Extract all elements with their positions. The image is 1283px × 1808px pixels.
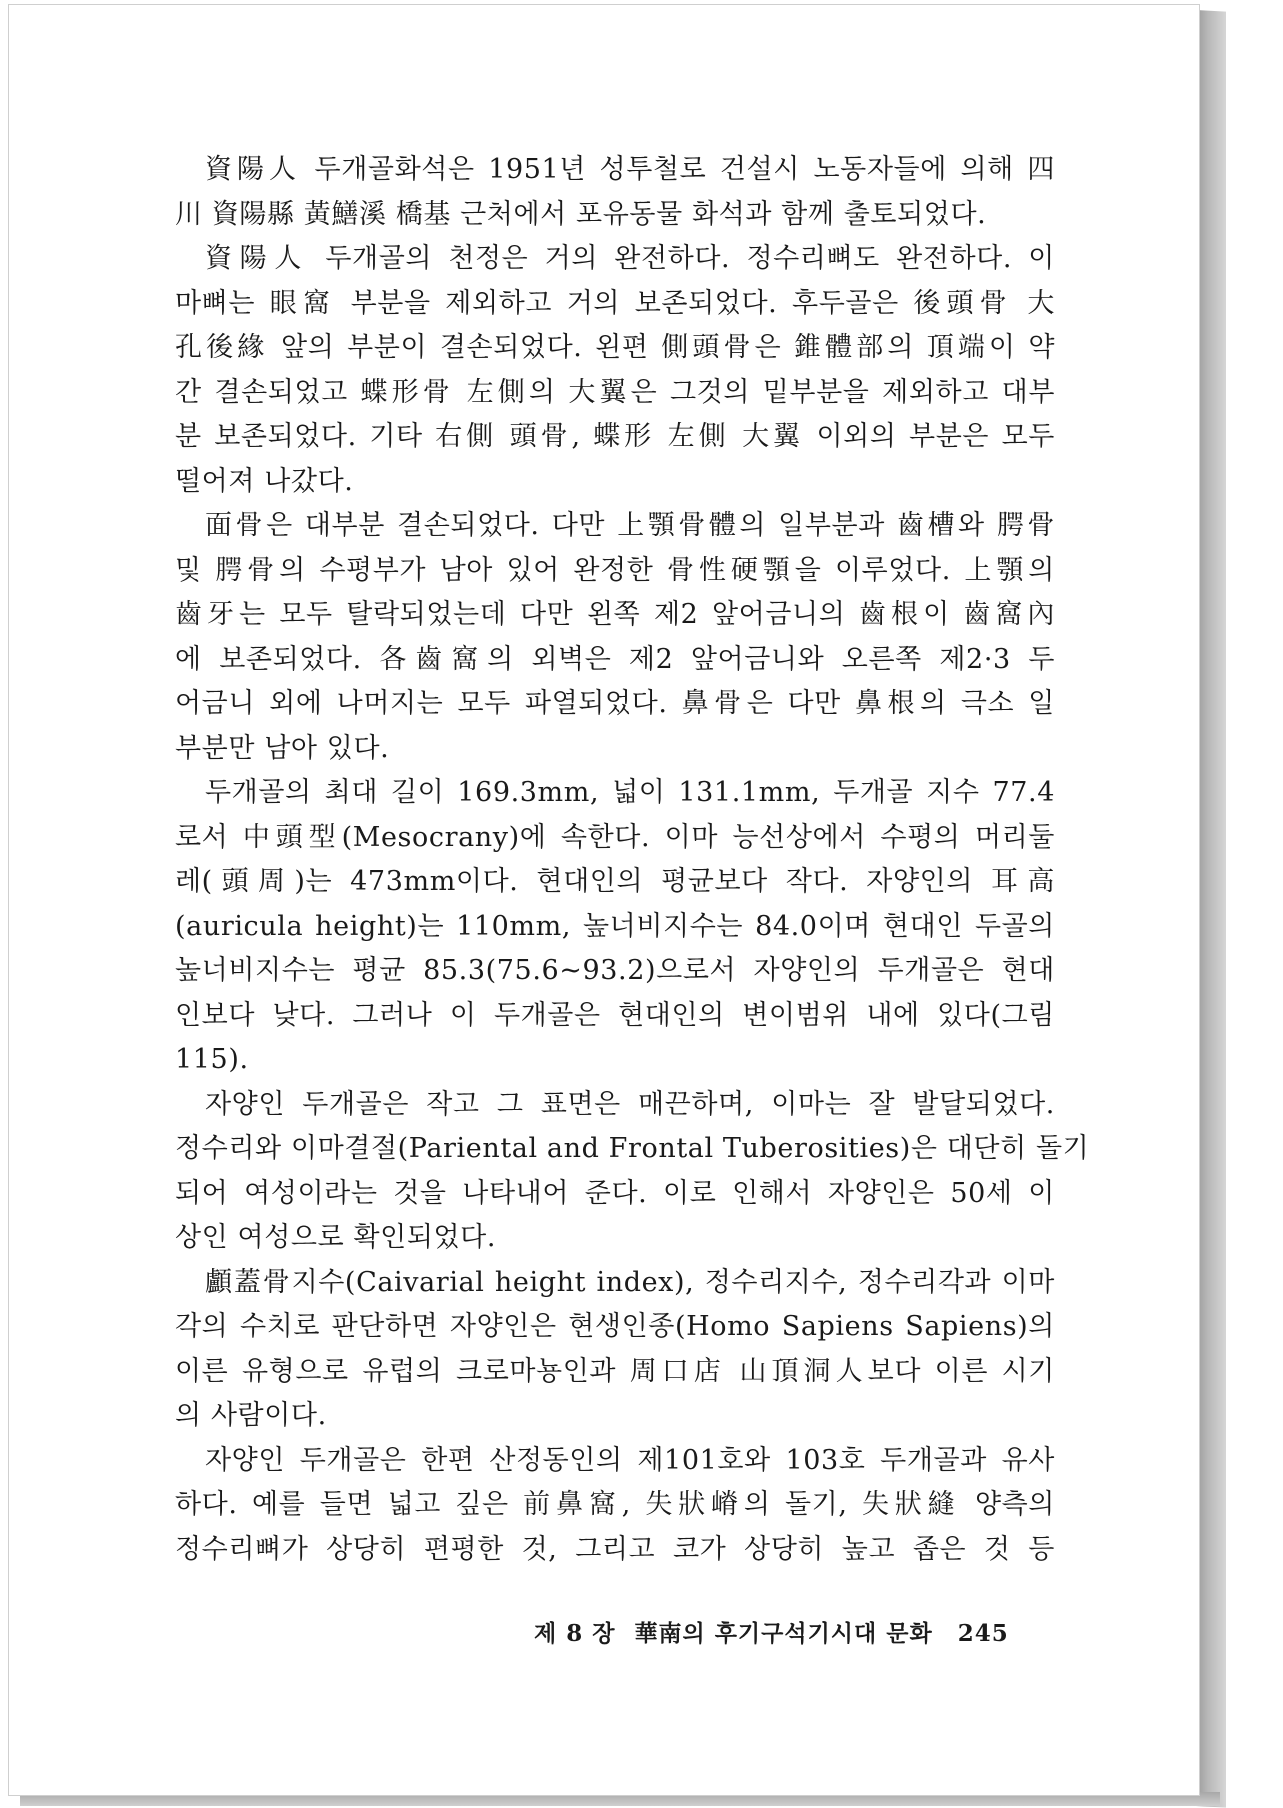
paragraph: [175, 1261, 1055, 1439]
text-line: 자양인 두개골은 작고 그 표면은 매끈하며, 이마는 잘 발달되었다.: [205, 1088, 1055, 1120]
text-line: 정수리뼈가 상당히 편평한 것, 그리고 코가 상당히 높고 좁은 것 등: [175, 1533, 1055, 1565]
text-line: 資陽人 두개골화석은 1951년 성투철로 건설시 노동자들에 의해 四: [205, 154, 1055, 185]
text-line: 마뼈는 眼窩 부분을 제외하고 거의 보존되었다. 후두골은 後頭骨 大: [175, 287, 1055, 319]
running-footer: [534, 1615, 1009, 1648]
text-line: 분 보존되었다. 기타 右側 頭骨, 蝶形 左側 大翼 이외의 부분은 모두: [175, 421, 1055, 452]
paragraph: [175, 237, 1055, 504]
text-line: 및 腭骨의 수평부가 남아 있어 완정한 骨性硬顎을 이루었다. 上顎의: [175, 554, 1055, 586]
text-line: 孔後緣 앞의 부분이 결손되었다. 왼편 側頭骨은 錐體部의 頂端이 약: [175, 332, 1055, 363]
text-line: 이른 유형으로 유럽의 크로마뇽인과 周口店 山頂洞人보다 이른 시기: [175, 1355, 1055, 1387]
text-line: 川 資陽縣 黃鱔溪 橋基 근처에서 포유동물 화석과 함께 출토되었다.: [175, 198, 987, 230]
body-text: [175, 148, 1090, 1572]
text-line: 떨어져 나갔다.: [175, 465, 354, 497]
paragraph: [175, 1439, 1055, 1573]
text-line: 높너비지수는 평균 85.3(75.6~93.2)으로서 자양인의 두개골은 현대: [175, 955, 1055, 986]
paragraph: [175, 148, 1055, 237]
text-line: 115).: [175, 1044, 249, 1075]
page-number: 245: [957, 1620, 1009, 1647]
text-line: 顱蓋骨지수(Caivarial height index), 정수리지수, 정수리각과 이마: [205, 1266, 1055, 1298]
paragraph: [175, 1083, 1090, 1261]
book-page: [8, 4, 1200, 1796]
text-line: 각의 수치로 판단하면 자양인은 현생인종(Homo Sapiens Sapiens)의: [175, 1311, 1055, 1342]
paragraph: [175, 771, 1055, 1083]
text-line: 하다. 예를 들면 넓고 깊은 前鼻窩, 失狀嵴의 돌기, 失狀縫 양측의: [175, 1489, 1055, 1520]
text-line: 資陽人 두개골의 천정은 거의 완전하다. 정수리뼈도 완전하다. 이: [205, 243, 1055, 274]
chapter-label: 제 8 장: [534, 1620, 616, 1647]
text-line: 面骨은 대부분 결손되었다. 다만 上顎骨體의 일부분과 齒槽와 腭骨: [205, 510, 1055, 541]
page-edge-shadow: [1196, 10, 1226, 1808]
text-line: 부분만 남아 있다.: [175, 732, 390, 764]
paragraph: [175, 504, 1055, 771]
text-line: 되어 여성이라는 것을 나타내어 준다. 이로 인해서 자양인은 50세 이: [175, 1177, 1055, 1209]
text-line: 정수리와 이마결절(Pariental and Frontal Tuberosities)은 대단히 돌기: [175, 1133, 1090, 1164]
text-line: 에 보존되었다. 各齒窩의 외벽은 제2 앞어금니와 오른쪽 제2·3 두: [175, 643, 1055, 675]
text-line: 두개골의 최대 길이 169.3mm, 넓이 131.1mm, 두개골 지수 77.4: [205, 777, 1055, 808]
text-line: 레(頭周)는 473mm이다. 현대인의 평균보다 작다. 자양인의 耳高: [175, 866, 1055, 897]
text-line: 자양인 두개골은 한편 산정동인의 제101호와 103호 두개골과 유사: [205, 1444, 1055, 1476]
text-line: 의 사람이다.: [175, 1400, 327, 1431]
chapter-title: 華南의 후기구석기시대 문화: [634, 1620, 933, 1647]
text-line: 어금니 외에 나머지는 모두 파열되었다. 鼻骨은 다만 鼻根의 극소 일: [175, 688, 1055, 719]
text-line: (auricula height)는 110mm, 높너비지수는 84.0이며 현대인 두골의: [175, 910, 1055, 942]
text-line: 상인 여성으로 확인되었다.: [175, 1222, 497, 1253]
text-line: 간 결손되었고 蝶形骨 左側의 大翼은 그것의 밑부분을 제외하고 대부: [175, 376, 1055, 408]
text-line: 齒牙는 모두 탈락되었는데 다만 왼쪽 제2 앞어금니의 齒根이 齒窩內: [175, 599, 1055, 630]
text-line: 로서 中頭型(Mesocrany)에 속한다. 이마 능선상에서 수평의 머리둘: [175, 821, 1055, 853]
text-line: 인보다 낮다. 그러나 이 두개골은 현대인의 변이범위 내에 있다(그림: [175, 999, 1055, 1031]
